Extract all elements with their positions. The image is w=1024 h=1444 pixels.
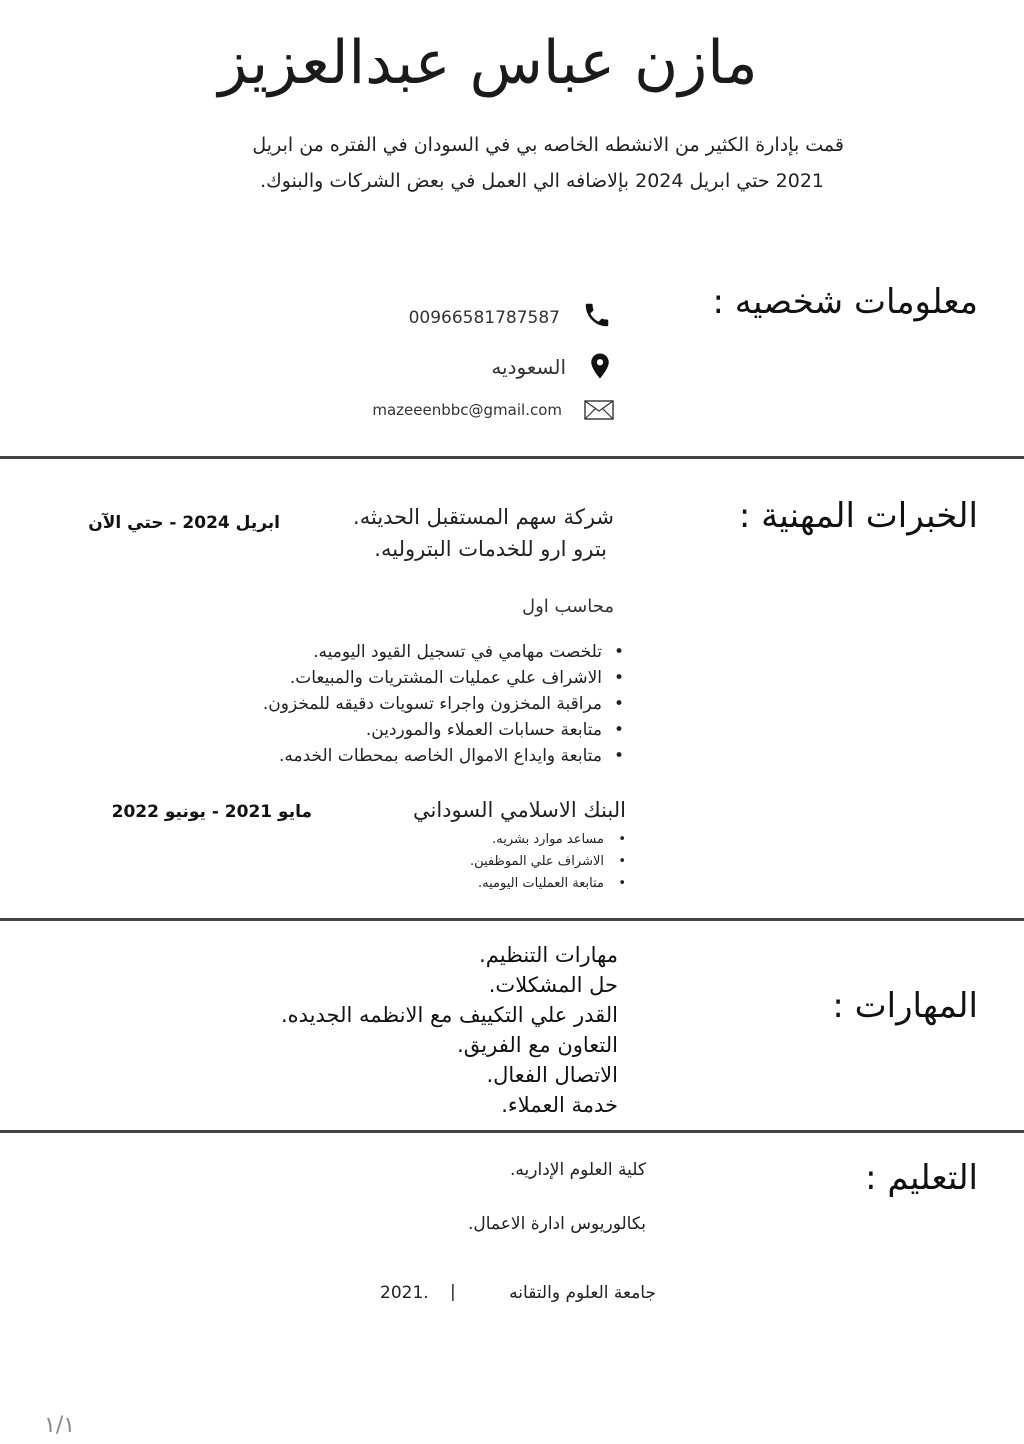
divider-2: [0, 918, 1024, 921]
summary-line-2: 2021 حتي ابريل 2024 بإلاضافه الي العمل في بعض الشركات والبنوك.: [260, 170, 824, 192]
list-item: • تلخصت مهامي في تسجيل القيود اليوميه.: [224, 639, 624, 665]
education-separator: |: [450, 1282, 456, 1302]
divider-3: [0, 1130, 1024, 1133]
page-number: ١/١: [44, 1413, 76, 1438]
personal-info-title: معلومات شخصيه :: [712, 282, 978, 322]
education-degree: بكالوريوس ادارة الاعمال.: [467, 1214, 646, 1234]
skill-item: مهارات التنظيم.: [479, 943, 618, 967]
list-item: • متابعة العمليات اليوميه.: [326, 873, 626, 895]
location-pin-icon: [585, 350, 615, 380]
candidate-name: مازن عباس عبدالعزيز: [218, 28, 758, 98]
skill-item: القدر علي التكييف مع الانظمه الجديده.: [280, 1003, 618, 1027]
location: السعوديه: [491, 355, 566, 379]
phone-icon: [582, 300, 612, 330]
envelope-icon: [584, 400, 614, 420]
education-college: كلية العلوم الإداريه.: [510, 1160, 646, 1180]
summary-line-1: قمت بإدارة الكثير من الانشطه الخاصه بي في السودان في الفتره من ابريل: [252, 134, 844, 156]
skills-title: المهارات :: [832, 986, 978, 1026]
education-year: 2021.: [380, 1283, 429, 1303]
job1-company-line2: بترو ارو للخدمات البتروليه.: [374, 537, 607, 561]
education-title: التعليم :: [865, 1158, 978, 1198]
skills-list: [281, 940, 618, 1120]
divider-1: [0, 456, 1024, 459]
job2-date: مايو 2021 - يونيو 2022: [111, 802, 312, 822]
phone-number: 00966581787587: [408, 308, 560, 328]
job1-duties-list: [224, 639, 624, 769]
skill-item: خدمة العملاء.: [501, 1093, 618, 1117]
list-item: • متابعة حسابات العملاء والموردين.: [224, 717, 624, 743]
email[interactable]: mazeeenbbc@gmail.com: [372, 401, 562, 419]
job2-duties-list: [326, 829, 626, 895]
job1-date: ابريل 2024 - حتي الآن: [88, 513, 280, 533]
job1-company-line1: شركة سهم المستقبل الحديثه.: [353, 505, 614, 529]
experience-title: الخبرات المهنية :: [738, 496, 978, 536]
list-item: • مساعد موارد بشريه.: [326, 829, 626, 851]
list-item: • الاشراف علي الموظفين.: [326, 851, 626, 873]
list-item: • الاشراف علي عمليات المشتريات والمبيعات.: [224, 665, 624, 691]
skill-item: الاتصال الفعال.: [486, 1063, 618, 1087]
list-item: • متابعة وايداع الاموال الخاصه بمحطات الخدمه.: [224, 743, 624, 769]
list-item: • مراقبة المخزون واجراء تسويات دقيقه للمخزون.: [224, 691, 624, 717]
job1-role: محاسب اول: [522, 596, 614, 617]
education-university: جامعة العلوم والتقانه: [509, 1283, 656, 1303]
skill-item: التعاون مع الفريق.: [457, 1033, 618, 1057]
job2-company: البنك الاسلامي السوداني: [413, 798, 626, 822]
skill-item: حل المشكلات.: [488, 973, 618, 997]
